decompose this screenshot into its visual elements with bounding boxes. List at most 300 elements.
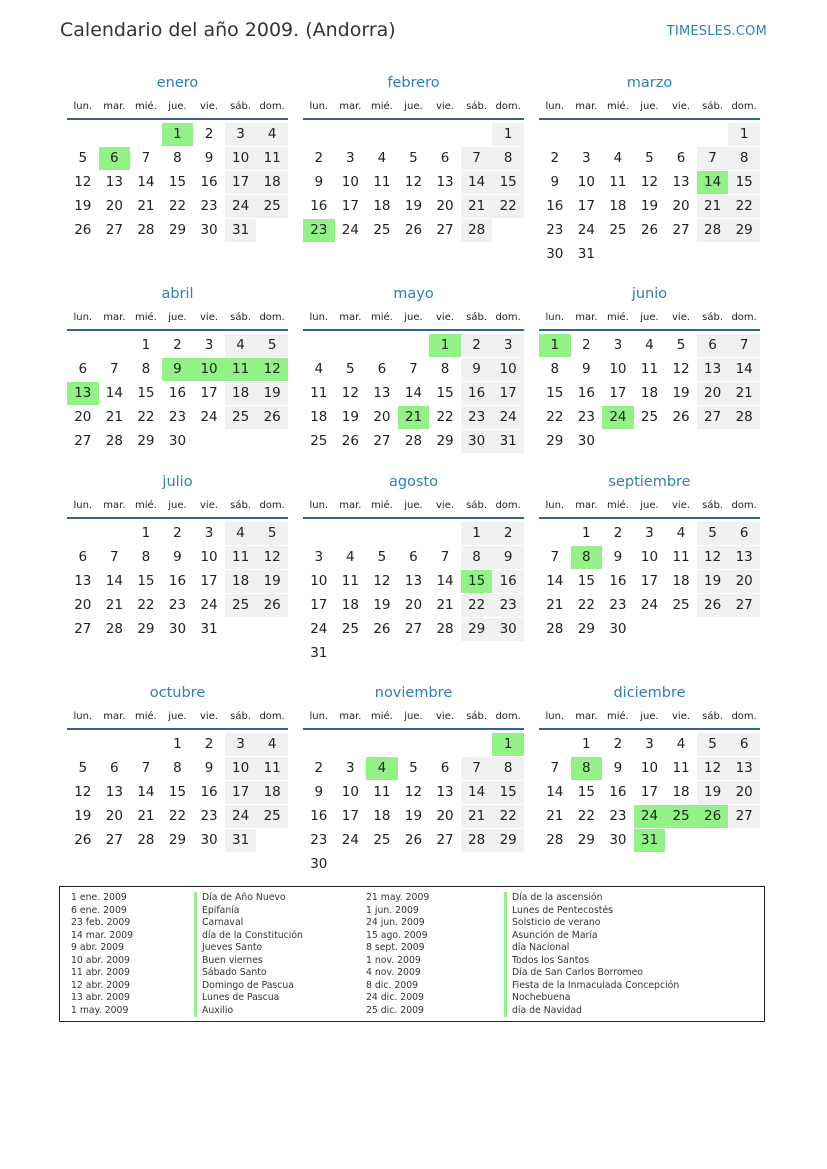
month-marzo: [539, 71, 760, 267]
day-cell: 16: [200, 174, 218, 190]
day-cell: 27: [74, 433, 92, 449]
weekend-day: 7: [697, 147, 729, 170]
weekday-label: mar.: [103, 500, 126, 511]
week-row: [539, 733, 760, 757]
holiday-dates-left: [71, 892, 133, 1017]
month-divider: [67, 329, 288, 331]
empty-cell: [99, 123, 131, 146]
week-row: [67, 733, 288, 757]
holiday-name: Día de la ascensión: [504, 892, 679, 905]
weekday-header: [539, 95, 760, 118]
empty-cell: [429, 733, 461, 756]
weekday-header: [539, 306, 760, 329]
empty-cell: [225, 618, 257, 641]
empty-cell: [99, 733, 131, 756]
month-junio: [539, 282, 760, 454]
month-octubre: [67, 681, 288, 853]
day-cell: 25: [373, 222, 391, 238]
day-cell: 9: [314, 784, 324, 800]
weekend-day: 23: [461, 406, 493, 429]
day-cell: 9: [314, 174, 324, 190]
week-row: [539, 147, 760, 171]
weekday-label: mié.: [370, 101, 393, 112]
day-cell: 16: [609, 784, 627, 800]
holiday-date: 25 dic. 2009: [366, 1004, 424, 1016]
weekend-day: 5: [256, 334, 288, 357]
day-cell: 14: [137, 174, 155, 190]
day-cell: 3: [204, 337, 214, 353]
day-cell: 4: [377, 150, 387, 166]
day-cell: 11: [373, 784, 391, 800]
day-cell: 10: [609, 361, 627, 377]
day-cell: 25: [609, 222, 627, 238]
empty-cell: [539, 522, 571, 545]
week-row: [303, 757, 524, 781]
day-cell: 3: [645, 525, 654, 541]
weekend-day: 12: [697, 757, 729, 780]
week-row: [67, 829, 288, 853]
day-cell: 29: [577, 832, 595, 848]
day-cell: 24: [640, 597, 659, 613]
day-cell: 17: [640, 573, 659, 589]
weekday-label: mar.: [339, 711, 362, 722]
day-cell: 23: [168, 409, 187, 425]
day-cell: 19: [404, 808, 423, 824]
holiday-names-right: [504, 892, 679, 1017]
day-cell: 10: [577, 174, 595, 190]
day-cell: 17: [200, 385, 218, 401]
weekend-day: 18: [256, 781, 288, 804]
weekday-label: sáb.: [702, 312, 724, 323]
holiday-day: 31: [634, 829, 666, 852]
weekend-day: 27: [728, 805, 760, 828]
weekday-header: [67, 306, 288, 329]
weekday-label: dom.: [495, 500, 521, 511]
week-row: [539, 570, 760, 594]
day-cell: 12: [74, 174, 92, 190]
day-cell: 2: [550, 150, 560, 166]
weekday-label: vie.: [672, 500, 691, 511]
day-cell: 19: [672, 385, 690, 401]
weekday-label: mar.: [339, 101, 362, 112]
week-row: [67, 757, 288, 781]
weekday-label: mar.: [575, 101, 598, 112]
day-cell: 25: [310, 433, 328, 449]
day-cell: 17: [577, 198, 595, 214]
empty-cell: [398, 733, 430, 756]
weekend-day: 13: [728, 757, 760, 780]
weekend-day: 29: [461, 618, 493, 641]
month-divider: [303, 118, 524, 120]
day-cell: 30: [609, 832, 627, 848]
day-cell: 29: [546, 433, 564, 449]
empty-cell: [634, 123, 666, 146]
weekday-label: lun.: [545, 711, 565, 722]
weekend-day: 14: [461, 171, 493, 194]
month-title: diciembre: [613, 685, 686, 701]
holiday-name: Día de Año Nuevo: [194, 892, 303, 905]
weekend-day: 2: [461, 334, 493, 357]
day-cell: 29: [137, 621, 155, 637]
weekday-label: jue.: [168, 711, 187, 722]
day-cell: 10: [341, 174, 359, 190]
day-cell: 18: [373, 198, 391, 214]
holiday-date: 23 feb. 2009: [71, 917, 131, 928]
weekend-day: 25: [256, 805, 288, 828]
day-cell: 7: [110, 549, 119, 565]
day-cell: 23: [609, 597, 627, 613]
weekday-label: sáb.: [466, 101, 488, 112]
weekday-label: jue.: [404, 500, 423, 511]
day-cell: 29: [168, 222, 187, 238]
weekday-header: [303, 306, 524, 329]
day-cell: 20: [373, 409, 391, 425]
empty-cell: [130, 123, 162, 146]
day-cell: 30: [200, 832, 218, 848]
weekend-day: 18: [256, 171, 288, 194]
empty-cell: [366, 334, 398, 357]
day-cell: 3: [346, 760, 355, 776]
empty-cell: [366, 123, 398, 146]
day-cell: 16: [609, 573, 627, 589]
weekend-day: 16: [492, 570, 524, 593]
weekend-day: 17: [225, 781, 257, 804]
weekend-day: 11: [256, 147, 288, 170]
empty-cell: [256, 430, 288, 453]
day-cell: 10: [640, 549, 659, 565]
weekday-label: dom.: [495, 312, 521, 323]
weekday-label: jue.: [640, 312, 659, 323]
empty-cell: [697, 243, 729, 266]
weekend-day: 26: [256, 594, 288, 617]
day-cell: 30: [200, 222, 218, 238]
holiday-day: 21: [398, 406, 430, 429]
day-cell: 25: [341, 621, 359, 637]
month-title: julio: [162, 474, 193, 490]
day-cell: 4: [676, 525, 686, 541]
day-cell: 18: [672, 784, 690, 800]
day-cell: 16: [546, 198, 564, 214]
holiday-date: 1 ene. 2009: [71, 892, 127, 903]
day-cell: 6: [78, 549, 88, 565]
day-cell: 1: [141, 525, 151, 541]
empty-cell: [398, 334, 430, 357]
empty-cell: [728, 430, 760, 453]
empty-cell: [492, 853, 524, 876]
week-row: [303, 171, 524, 195]
weekend-day: 10: [225, 757, 257, 780]
month-divider: [303, 517, 524, 519]
day-cell: 15: [137, 385, 155, 401]
week-row: [303, 853, 524, 877]
day-cell: 27: [436, 222, 454, 238]
weekday-label: sáb.: [466, 711, 488, 722]
day-cell: 30: [577, 433, 595, 449]
holiday-day: 1: [429, 334, 461, 357]
weekend-day: 24: [225, 195, 257, 218]
empty-cell: [492, 219, 524, 242]
month-divider: [539, 728, 760, 730]
weekday-label: jue.: [640, 500, 659, 511]
weekend-day: 6: [728, 522, 760, 545]
day-cell: 9: [204, 150, 214, 166]
weekday-label: vie.: [200, 101, 219, 112]
day-cell: 12: [404, 784, 423, 800]
day-cell: 29: [577, 621, 595, 637]
weekday-header: [539, 494, 760, 517]
day-cell: 23: [546, 222, 564, 238]
empty-cell: [366, 853, 398, 876]
day-cell: 23: [609, 808, 627, 824]
day-cell: 13: [105, 174, 123, 190]
day-cell: 18: [609, 198, 627, 214]
week-row: [539, 781, 760, 805]
weekday-label: sáb.: [702, 711, 724, 722]
day-cell: 5: [645, 150, 654, 166]
weekday-label: dom.: [731, 101, 757, 112]
holiday-name: día de la Constitución: [194, 930, 303, 943]
day-cell: 15: [436, 385, 454, 401]
weekday-label: mié.: [370, 711, 393, 722]
day-cell: 2: [613, 525, 623, 541]
holiday-name: Jueves Santo: [194, 942, 303, 955]
month-title: mayo: [393, 286, 434, 302]
empty-cell: [67, 733, 99, 756]
empty-cell: [398, 123, 430, 146]
week-row: [539, 757, 760, 781]
weekend-day: 7: [728, 334, 760, 357]
week-row: [539, 522, 760, 546]
day-cell: 5: [676, 337, 686, 353]
weekday-label: mar.: [339, 312, 362, 323]
day-cell: 28: [105, 621, 123, 637]
weekday-label: mié.: [606, 711, 629, 722]
day-cell: 5: [377, 549, 387, 565]
empty-cell: [634, 618, 666, 641]
day-cell: 27: [404, 621, 423, 637]
week-row: [539, 594, 760, 618]
day-cell: 15: [577, 784, 595, 800]
holiday-day: 24: [634, 805, 666, 828]
week-row: [67, 618, 288, 642]
week-row: [303, 618, 524, 642]
month-divider: [539, 329, 760, 331]
holiday-day: 1: [539, 334, 571, 357]
day-cell: 11: [640, 361, 659, 377]
empty-cell: [429, 853, 461, 876]
weekend-day: 5: [697, 522, 729, 545]
day-cell: 16: [168, 573, 187, 589]
holiday-day: 1: [492, 733, 524, 756]
weekend-day: 25: [256, 195, 288, 218]
day-cell: 16: [310, 808, 328, 824]
empty-cell: [571, 123, 603, 146]
week-row: [539, 243, 760, 267]
weekend-day: 19: [697, 781, 729, 804]
day-cell: 18: [640, 385, 659, 401]
day-cell: 8: [550, 361, 560, 377]
weekend-day: 8: [461, 546, 493, 569]
weekend-day: 27: [728, 594, 760, 617]
day-cell: 14: [546, 784, 564, 800]
month-title: agosto: [388, 474, 439, 490]
day-cell: 20: [105, 198, 123, 214]
weekend-day: 6: [697, 334, 729, 357]
day-cell: 17: [341, 198, 359, 214]
day-cell: 15: [168, 784, 187, 800]
day-cell: 28: [436, 621, 454, 637]
holiday-name: Epifanía: [194, 905, 303, 918]
weekday-header: [67, 95, 288, 118]
weekday-label: jue.: [640, 711, 659, 722]
weekend-day: 11: [256, 757, 288, 780]
day-cell: 7: [110, 361, 119, 377]
day-cell: 31: [200, 621, 218, 637]
holiday-day: 10: [193, 358, 225, 381]
day-cell: 23: [168, 597, 187, 613]
day-cell: 24: [341, 222, 359, 238]
brand-link[interactable]: TIMESLES.COM: [666, 24, 767, 39]
week-row: [303, 147, 524, 171]
day-cell: 24: [200, 409, 218, 425]
day-cell: 22: [436, 409, 454, 425]
week-row: [539, 546, 760, 570]
month-noviembre: [303, 681, 524, 877]
empty-cell: [665, 829, 697, 852]
weekday-label: vie.: [436, 101, 455, 112]
weekday-label: lun.: [309, 711, 329, 722]
day-cell: 5: [346, 361, 355, 377]
month-agosto: [303, 470, 524, 666]
empty-cell: [665, 618, 697, 641]
weekend-day: 22: [492, 805, 524, 828]
day-cell: 28: [137, 832, 155, 848]
weekday-label: vie.: [436, 711, 455, 722]
weekday-header: [303, 494, 524, 517]
day-cell: 26: [672, 409, 690, 425]
weekend-day: 28: [461, 829, 493, 852]
month-divider: [303, 728, 524, 730]
week-row: [539, 430, 760, 454]
page-title: Calendario del año 2009. (Andorra): [60, 19, 396, 41]
day-cell: 21: [137, 808, 155, 824]
weekend-day: 8: [492, 147, 524, 170]
weekend-day: 24: [225, 805, 257, 828]
month-divider: [67, 728, 288, 730]
day-cell: 8: [141, 361, 151, 377]
weekend-day: 23: [492, 594, 524, 617]
day-cell: 26: [74, 832, 92, 848]
weekend-day: 30: [461, 430, 493, 453]
day-cell: 20: [404, 597, 423, 613]
weekday-label: lun.: [73, 711, 93, 722]
day-cell: 26: [404, 222, 423, 238]
empty-cell: [366, 642, 398, 665]
day-cell: 19: [341, 409, 359, 425]
day-cell: 14: [105, 385, 123, 401]
month-title: enero: [156, 75, 199, 91]
day-cell: 24: [310, 621, 328, 637]
weekday-label: mié.: [134, 101, 157, 112]
day-cell: 4: [346, 549, 355, 565]
day-cell: 22: [168, 808, 187, 824]
day-cell: 20: [436, 808, 454, 824]
day-cell: 17: [609, 385, 627, 401]
weekend-day: 14: [461, 781, 493, 804]
empty-cell: [398, 853, 430, 876]
month-enero: [67, 71, 288, 243]
empty-cell: [67, 123, 99, 146]
holiday-day: 6: [99, 147, 131, 170]
weekday-label: dom.: [259, 312, 285, 323]
empty-cell: [398, 522, 430, 545]
day-cell: 1: [582, 736, 591, 752]
weekend-day: 15: [492, 781, 524, 804]
weekend-day: 30: [492, 618, 524, 641]
weekend-day: 11: [225, 546, 257, 569]
weekend-day: 3: [225, 733, 257, 756]
holiday-name: Nochebuena: [504, 992, 679, 1005]
weekday-label: lun.: [545, 500, 565, 511]
weekday-label: lun.: [545, 101, 565, 112]
weekday-label: jue.: [640, 101, 659, 112]
day-cell: 12: [341, 385, 359, 401]
day-cell: 31: [310, 645, 328, 661]
holiday-name: Sábado Santo: [194, 967, 303, 980]
week-row: [67, 171, 288, 195]
day-cell: 17: [341, 808, 359, 824]
day-cell: 8: [440, 361, 450, 377]
weekday-label: vie.: [200, 711, 219, 722]
day-cell: 21: [137, 198, 155, 214]
weekend-day: 28: [728, 406, 760, 429]
week-row: [67, 570, 288, 594]
day-cell: 26: [373, 621, 391, 637]
day-cell: 4: [613, 150, 623, 166]
day-cell: 19: [74, 808, 92, 824]
weekend-day: 17: [225, 171, 257, 194]
weekday-label: dom.: [259, 711, 285, 722]
holiday-dates-right: [366, 892, 429, 1017]
weekday-label: jue.: [168, 500, 187, 511]
month-septiembre: [539, 470, 760, 642]
weekend-day: 8: [492, 757, 524, 780]
empty-cell: [366, 733, 398, 756]
day-cell: 2: [173, 525, 182, 541]
holiday-name: Carnaval: [194, 917, 303, 930]
empty-cell: [366, 522, 398, 545]
weekday-label: mié.: [134, 312, 157, 323]
weekend-day: 31: [225, 219, 257, 242]
weekend-day: 20: [728, 781, 760, 804]
weekend-day: 10: [492, 358, 524, 381]
weekend-day: 4: [256, 733, 288, 756]
day-cell: 27: [436, 832, 454, 848]
month-diciembre: [539, 681, 760, 853]
day-cell: 9: [550, 174, 560, 190]
day-cell: 11: [672, 760, 690, 776]
day-cell: 10: [310, 573, 328, 589]
day-cell: 14: [436, 573, 454, 589]
empty-cell: [665, 243, 697, 266]
day-cell: 15: [168, 174, 187, 190]
weekday-label: sáb.: [702, 101, 724, 112]
weekend-day: 19: [697, 570, 729, 593]
empty-cell: [634, 243, 666, 266]
day-cell: 31: [577, 246, 595, 262]
day-cell: 20: [672, 198, 690, 214]
weekday-header: [67, 494, 288, 517]
